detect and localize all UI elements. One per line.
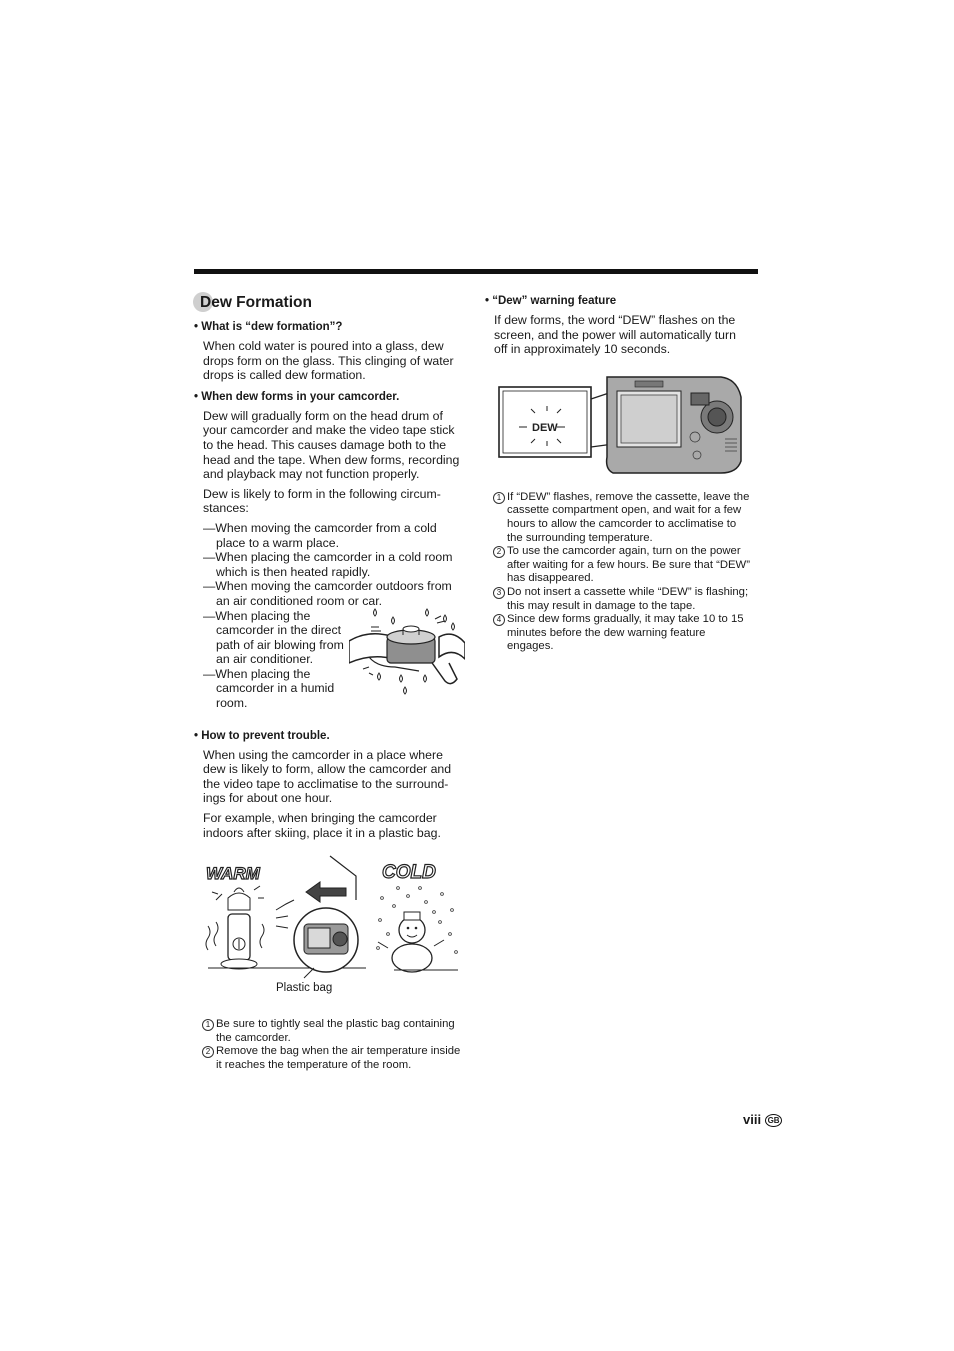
when-text: Dew will gradually form on the head drum of your camcorder and make the video tape stick to the head. This causes damage both to the head and the tape. When dew forms, recording and playback may not function properly. bbox=[203, 408, 460, 482]
arrow-left-icon bbox=[306, 882, 346, 902]
dew-steps bbox=[493, 491, 751, 654]
step-number: 2 bbox=[202, 1046, 214, 1058]
prevent-heading: • How to prevent trouble. bbox=[194, 729, 330, 742]
step-number: 2 bbox=[493, 546, 505, 558]
list-item: 2 To use the camcorder again, turn on the power after waiting for a few hours. Be sure that “DEW” has disappeared. bbox=[493, 545, 751, 586]
page-number: viii GB bbox=[743, 1112, 782, 1127]
right-column bbox=[485, 294, 751, 654]
cold-label: COLD bbox=[382, 862, 436, 884]
step-number: 4 bbox=[493, 614, 505, 626]
list-item: —When placing the camcorder in a humid room. bbox=[203, 666, 335, 711]
warm-cold-drawing bbox=[194, 848, 468, 998]
heater-icon bbox=[228, 914, 250, 960]
list-item: 1 Be sure to tightly seal the plastic bag containing the camcorder. bbox=[202, 1018, 468, 1045]
dew-warning-drawing bbox=[485, 369, 751, 487]
list-item: 4 Since dew forms gradually, it may take 10 to 15 minutes before the dew warning feature engages. bbox=[493, 613, 751, 654]
snowman-icon bbox=[399, 917, 425, 943]
when-heading: • When dew forms in your camcorder. bbox=[194, 390, 400, 403]
warm-cold-illustration bbox=[194, 848, 468, 998]
left-column bbox=[194, 292, 468, 1073]
list-item: —When moving the camcorder outdoors from an air conditioned room or car. bbox=[203, 579, 452, 608]
what-text: When cold water is poured into a glass, dew drops form on the glass. This clinging of water drops is called dew formation. bbox=[203, 339, 454, 383]
when-text-2: Dew is likely to form in the following circum-stances: bbox=[203, 486, 441, 516]
circumstance-list bbox=[194, 521, 468, 711]
prevent-steps bbox=[202, 1018, 468, 1072]
section-title: Dew Formation bbox=[194, 292, 468, 312]
step-number: 1 bbox=[493, 492, 505, 504]
dew-label: DEW bbox=[532, 421, 558, 434]
warm-label: WARM bbox=[206, 864, 260, 884]
step-number: 1 bbox=[202, 1019, 214, 1031]
list-item: 3 Do not insert a cassette while “DEW” is flashing; this may result in damage to the tape. bbox=[493, 586, 751, 613]
prevent-text: When using the camcorder in a place where dew is likely to form, allow the camcorder and the video tape to acclimatise to the surround-ings for about one hour. bbox=[203, 747, 452, 806]
list-item: —When placing the camcorder in the direct path of air blowing from an air conditioner. bbox=[203, 608, 344, 667]
warning-heading: • “Dew” warning feature bbox=[485, 295, 617, 307]
dew-warning-illustration bbox=[485, 369, 751, 487]
kettle-icon bbox=[228, 893, 250, 910]
step-number: 3 bbox=[493, 587, 505, 599]
what-heading: • What is “dew formation”? bbox=[194, 321, 343, 333]
list-item: 1 If “DEW” flashes, remove the cassette, leave the cassette compartment open, and wait for a few hours to allow the camcorder to acclimatise to the surrounding temperature. bbox=[493, 491, 751, 545]
air-conditioner-illustration bbox=[349, 607, 465, 695]
top-rule bbox=[194, 269, 758, 274]
warning-text: If dew forms, the word “DEW” flashes on the screen, and the power will automatically turn off in approximately 10 seconds. bbox=[494, 313, 736, 357]
list-item: 2 Remove the bag when the air temperature inside it reaches the temperature of the room. bbox=[202, 1045, 468, 1072]
region-badge: GB bbox=[765, 1114, 782, 1127]
list-item: —When placing the camcorder in a cold room which is then heated rapidly. bbox=[203, 550, 453, 579]
plastic-bag-caption: Plastic bag bbox=[276, 982, 333, 995]
prevent-text-2: For example, when bringing the camcorder indoors after skiing, place it in a plastic bag. bbox=[203, 811, 441, 840]
list-item: —When moving the camcorder from a cold place to a warm place. bbox=[203, 520, 437, 550]
